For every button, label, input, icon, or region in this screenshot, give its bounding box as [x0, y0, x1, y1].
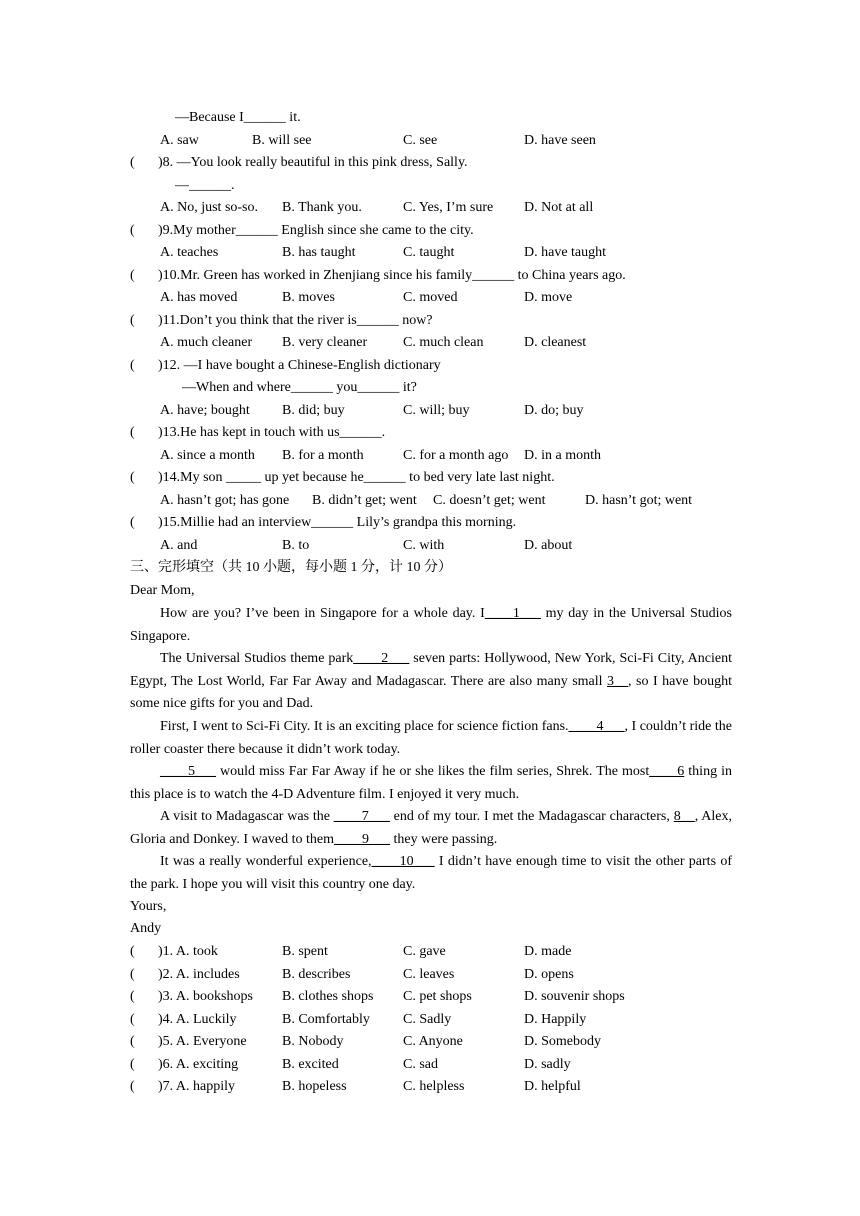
option-d: D. sadly — [524, 1056, 571, 1072]
cloze-paragraph-5: A visit to Madagascar was the ____7___ end of my tour. I met the Madagascar characters, 8__, Alex, Gloria and Donkey. I waved to them____9___ they were passing. — [130, 809, 732, 847]
option-d: D. Happily — [524, 1011, 587, 1027]
blank-10: ____10___ — [371, 854, 435, 869]
blank-7: ____7___ — [333, 809, 390, 824]
option-d: D. have seen — [524, 133, 596, 148]
option-c: C. pet shops — [403, 989, 472, 1004]
blank-9: ____9___ — [333, 831, 390, 847]
option-c: C. doesn’t get; went — [433, 492, 546, 508]
option-a: )1. A. took — [158, 944, 218, 959]
option-a: A. teaches — [160, 245, 219, 260]
blank-2: ____2___ — [353, 651, 410, 666]
option-d: D. do; buy — [524, 402, 584, 418]
option-a: A. since a month — [160, 447, 255, 463]
cloze-paragraph-2: The Universal Studios theme park____2___ seven parts: Hollywood, New York, Sci-Fi City, Ancient Egypt, The Lost World, Far Far Away and Madagascar. There are also many small 3__, so I have bought some nice gifts for you and Dad. — [130, 651, 732, 712]
option-a: A. and — [160, 537, 198, 553]
option-a: )6. A. exciting — [158, 1056, 239, 1072]
option-b: B. excited — [282, 1056, 339, 1072]
cloze-paragraph-4: ____5___ would miss Far Far Away if he or she likes the film series, Shrek. The most____6 thing in this place is to watch the 4-D Adventure film. I enjoyed it very much. — [130, 764, 732, 802]
question-paren: ( — [130, 155, 135, 170]
option-b: B. moves — [282, 290, 335, 305]
question-stem: )10.Mr. Green has worked in Zhenjiang since his family______ to China years ago. — [158, 267, 626, 283]
question-paren: ( — [130, 989, 135, 1004]
letter-greeting: Dear Mom, — [130, 583, 195, 598]
question-paren: ( — [130, 944, 135, 959]
option-d: D. Somebody — [524, 1034, 601, 1049]
question-paren: ( — [130, 1011, 135, 1027]
option-d: D. have taught — [524, 245, 607, 260]
option-a: A. have; bought — [160, 402, 250, 418]
option-b: B. did; buy — [282, 402, 345, 418]
blank-6: ____6 — [649, 764, 685, 779]
option-d: D. move — [524, 290, 573, 305]
question-paren: ( — [130, 267, 135, 283]
option-d: D. opens — [524, 966, 574, 982]
option-c: C. Anyone — [403, 1034, 463, 1049]
question-paren: ( — [130, 1034, 135, 1049]
option-a: A. saw — [160, 133, 199, 148]
question-paren: ( — [130, 357, 135, 373]
option-a: A. has moved — [160, 290, 238, 305]
option-b: B. for a month — [282, 447, 364, 463]
option-c: C. leaves — [403, 966, 455, 982]
blank-8: 8__ — [673, 809, 695, 824]
question-paren: ( — [130, 312, 135, 328]
option-b: B. hopeless — [282, 1079, 347, 1094]
option-a: )4. A. Luckily — [158, 1011, 237, 1027]
option-a: )5. A. Everyone — [158, 1034, 247, 1049]
cloze-paragraph-1: How are you? I’ve been in Singapore for a whole day. I____1___ my day in the Universal Studios Singapore. — [130, 606, 732, 644]
option-c: C. Sadly — [403, 1011, 452, 1027]
blank-3: 3__ — [607, 673, 629, 689]
option-b: B. will see — [252, 133, 312, 148]
option-d: D. helpful — [524, 1079, 581, 1094]
option-c: C. sad — [403, 1056, 438, 1072]
option-d: D. made — [524, 944, 572, 959]
q7-answer-line: —Because I______ it. — [175, 110, 301, 125]
question-stem: )12. —I have bought a Chinese-English dictionary — [158, 357, 441, 373]
blank-1: ____1___ — [484, 606, 541, 621]
option-c: C. with — [403, 537, 445, 553]
option-b: B. spent — [282, 944, 328, 959]
question-paren: ( — [130, 966, 135, 982]
option-b: B. has taught — [282, 245, 356, 260]
section-title: 三、完形填空（共 10 小题，每小题 1 分，计 10 分） — [130, 560, 452, 575]
question-subline: —______. — [175, 177, 235, 193]
question-stem: )13.He has kept in touch with us______. — [158, 425, 386, 440]
option-b: B. describes — [282, 966, 351, 982]
option-b: B. to — [282, 537, 310, 553]
question-stem: )11.Don’t you think that the river is______ now? — [158, 312, 433, 328]
question-paren: ( — [130, 515, 135, 530]
option-c: C. for a month ago — [403, 447, 509, 463]
option-b: B. Nobody — [282, 1034, 344, 1049]
option-c: C. gave — [403, 944, 446, 959]
option-a: )2. A. includes — [158, 966, 240, 982]
question-paren: ( — [130, 470, 135, 485]
blank-5: ____5___ — [160, 764, 216, 779]
question-stem: )15.Millie had an interview______ Lily’s grandpa this morning. — [158, 515, 517, 530]
option-d: D. hasn’t got; went — [585, 492, 693, 508]
question-paren: ( — [130, 425, 135, 440]
option-b: B. clothes shops — [282, 989, 374, 1004]
option-d: D. Not at all — [524, 200, 594, 215]
option-b: B. didn’t get; went — [312, 492, 417, 508]
option-c: C. will; buy — [403, 402, 470, 418]
question-stem: )9.My mother______ English since she came to the city. — [158, 222, 474, 238]
option-d: D. souvenir shops — [524, 989, 625, 1004]
question-stem: )8. —You look really beautiful in this pink dress, Sally. — [158, 155, 468, 170]
cloze-paragraph-6: It was a really wonderful experience,____10___ I didn’t have enough time to visit the other parts of the park. I hope you will visit this country one day. — [130, 854, 732, 892]
option-b: B. Thank you. — [282, 200, 362, 215]
question-subline: —When and where______ you______ it? — [182, 380, 417, 395]
letter-closing: Yours, — [130, 899, 167, 914]
option-c: C. see — [403, 133, 438, 148]
question-paren: ( — [130, 1056, 135, 1072]
option-c: C. taught — [403, 245, 455, 260]
option-d: D. about — [524, 537, 573, 553]
option-a: )7. A. happily — [158, 1079, 235, 1094]
question-paren: ( — [130, 1079, 135, 1094]
option-c: C. much clean — [403, 335, 484, 350]
question-paren: ( — [130, 222, 135, 238]
option-c: C. helpless — [403, 1079, 465, 1094]
option-a: A. much cleaner — [160, 335, 253, 350]
question-stem: )14.My son _____ up yet because he______ to bed very late last night. — [158, 470, 555, 485]
cloze-paragraph-3: First, I went to Sci-Fi City. It is an exciting place for science fiction fans.____4___, I couldn’t ride the roller coaster there because it didn’t work today. — [130, 719, 732, 757]
option-c: C. Yes, I’m sure — [403, 200, 494, 215]
option-a: )3. A. bookshops — [158, 989, 253, 1004]
letter-signature: Andy — [130, 921, 162, 936]
option-c: C. moved — [403, 290, 458, 305]
option-d: D. in a month — [524, 447, 601, 463]
option-d: D. cleanest — [524, 335, 587, 350]
blank-4: ____4___ — [568, 719, 625, 734]
option-a: A. No, just so-so. — [160, 200, 259, 215]
option-a: A. hasn’t got; has gone — [160, 492, 290, 508]
option-b: B. very cleaner — [282, 335, 368, 350]
option-b: B. Comfortably — [282, 1011, 370, 1027]
